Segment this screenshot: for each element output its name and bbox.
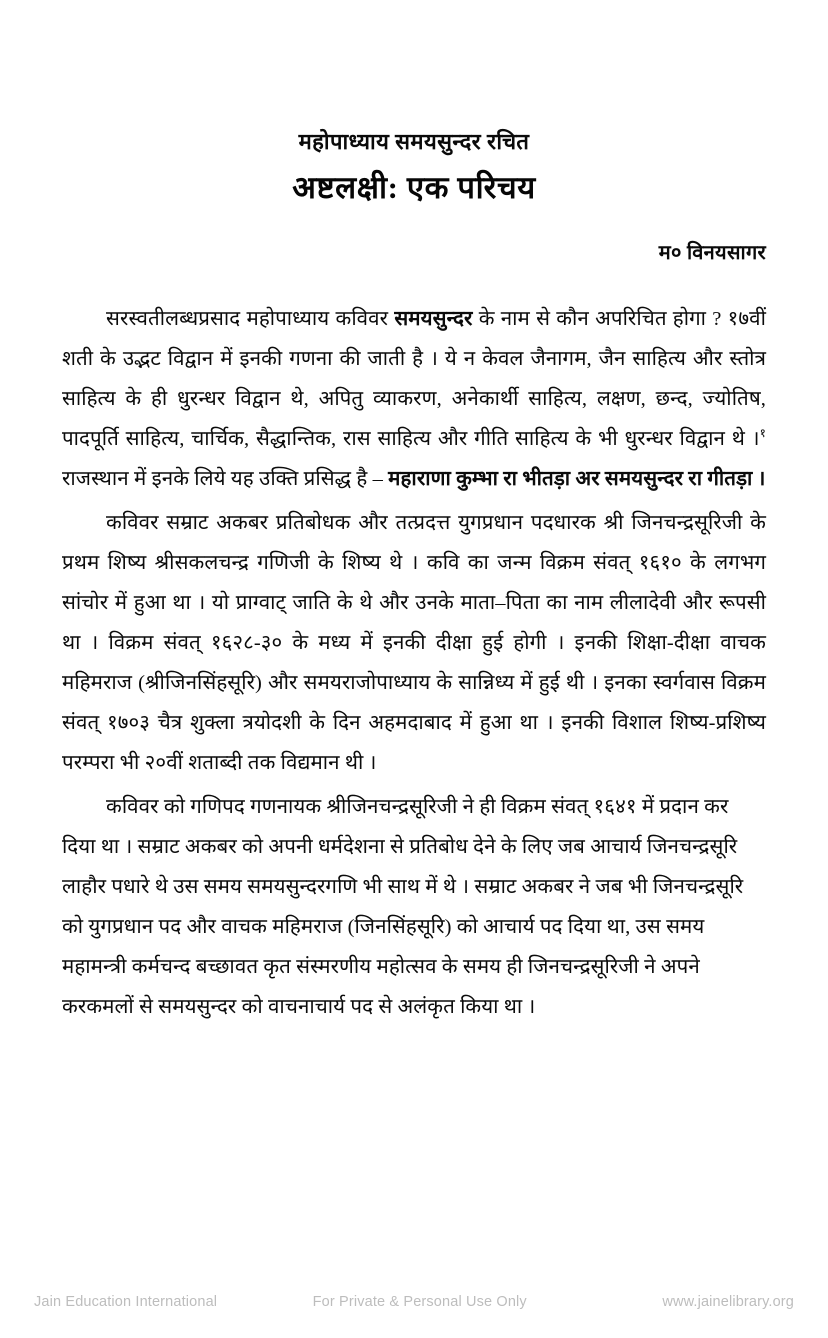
page-footer	[0, 1294, 828, 1310]
paragraph-2: कविवर सम्राट अकबर प्रतिबोधक और तत्प्रदत्त युगप्रधान पदधारक श्री जिनचन्द्रसूरिजी के प्रथम शिष्य श्रीसकलचन्द्र गणिजी के शिष्य थे । कवि का जन्म विक्रम संवत् १६१० के लगभग सांचोर में हुआ था । यो प्राग्वाट् जाति के थे और उनके माता–पिता का नाम लीलादेवी और रूपसी था । विक्रम संवत् १६२८-३० के मध्य में इनकी दीक्षा हुई होगी । इनकी शिक्षा-दीक्षा वाचक महिमराज (श्रीजिनसिंहसूरि) और समयराजोपाध्याय के सान्निध्य में हुई थी । इनका स्वर्गवास विक्रम संवत् १७०३ चैत्र शुक्ला त्रयोदशी के दिन अहमदाबाद में हुआ था । इनकी विशाल शिष्य-प्रशिष्य परम्परा भी २०वीं शताब्दी तक विद्यमान थी ।	[62, 511, 766, 774]
author-byline: म० विनयसागर	[658, 241, 766, 264]
paragraph-1-part-c: राजस्थान में इनके लिये यह उक्ति प्रसिद्ध है –	[62, 467, 389, 490]
footer-usage-notice: For Private & Personal Use Only	[312, 1294, 527, 1310]
paragraph-1	[62, 299, 766, 499]
footer-organization: Jain Education International	[34, 1294, 218, 1310]
paragraph-3: कविवर को गणिपद गणनायक श्रीजिनचन्द्रसूरिजी ने ही विक्रम संवत् १६४१ में प्रदान कर दिया था । सम्राट अकबर को अपनी धर्मदेशना से प्रतिबोध देने के लिए जब आचार्य जिनचन्द्रसूरि लाहौर पधारे थे उस समय समयसुन्दरगणि भी साथ में थे । सम्राट अकबर ने जब भी जिनचन्द्रसूरि को युगप्रधान पद और वाचक महिमराज (जिनसिंहसूरि) को आचार्य पद दिया था, उस समय महामन्त्री कर्मचन्द बच्छावत कृत संस्मरणीय महोत्सव के समय ही जिनचन्द्रसूरिजी ने अपने करकमलों से समयसुन्दर को वाचनाचार्य पद से अलंकृत किया था ।	[62, 795, 744, 1018]
page-title: अष्टलक्षी: एक परिचय	[292, 169, 536, 205]
emphasis-proverb: महाराणा कुम्भा रा भीतड़ा अर समयसुन्दर रा गीतड़ा ।	[388, 467, 766, 490]
body-text	[62, 299, 766, 1027]
title-kicker: महोपाध्याय समयसुन्दर रचित	[298, 129, 530, 154]
paragraph-1-part-b: के नाम से कौन अपरिचित होगा ? १७वीं शती के उद्भट विद्वान में इनकी गणना की जाती है । ये न केवल जैनागम, जैन साहित्य और स्तोत्र साहित्य के ही धुरन्धर विद्वान थे, अपितु व्याकरण, अनेकार्थी साहित्य, लक्षण, छन्द, ज्योतिष, पादपूर्ति साहित्य, चार्चिक, सैद्धान्तिक, रास साहित्य और गीति साहित्य के भी धुरन्धर विद्वान थे ।	[62, 307, 766, 450]
footer-website: www.jainelibrary.org	[662, 1294, 794, 1310]
paragraph-1-part-a: सरस्वतीलब्धप्रसाद महोपाध्याय कविवर	[106, 307, 395, 330]
heading-block	[0, 0, 828, 208]
emphasis-samayasundar: समयसुन्दर	[394, 307, 473, 330]
footnote-marker: १	[759, 425, 766, 440]
